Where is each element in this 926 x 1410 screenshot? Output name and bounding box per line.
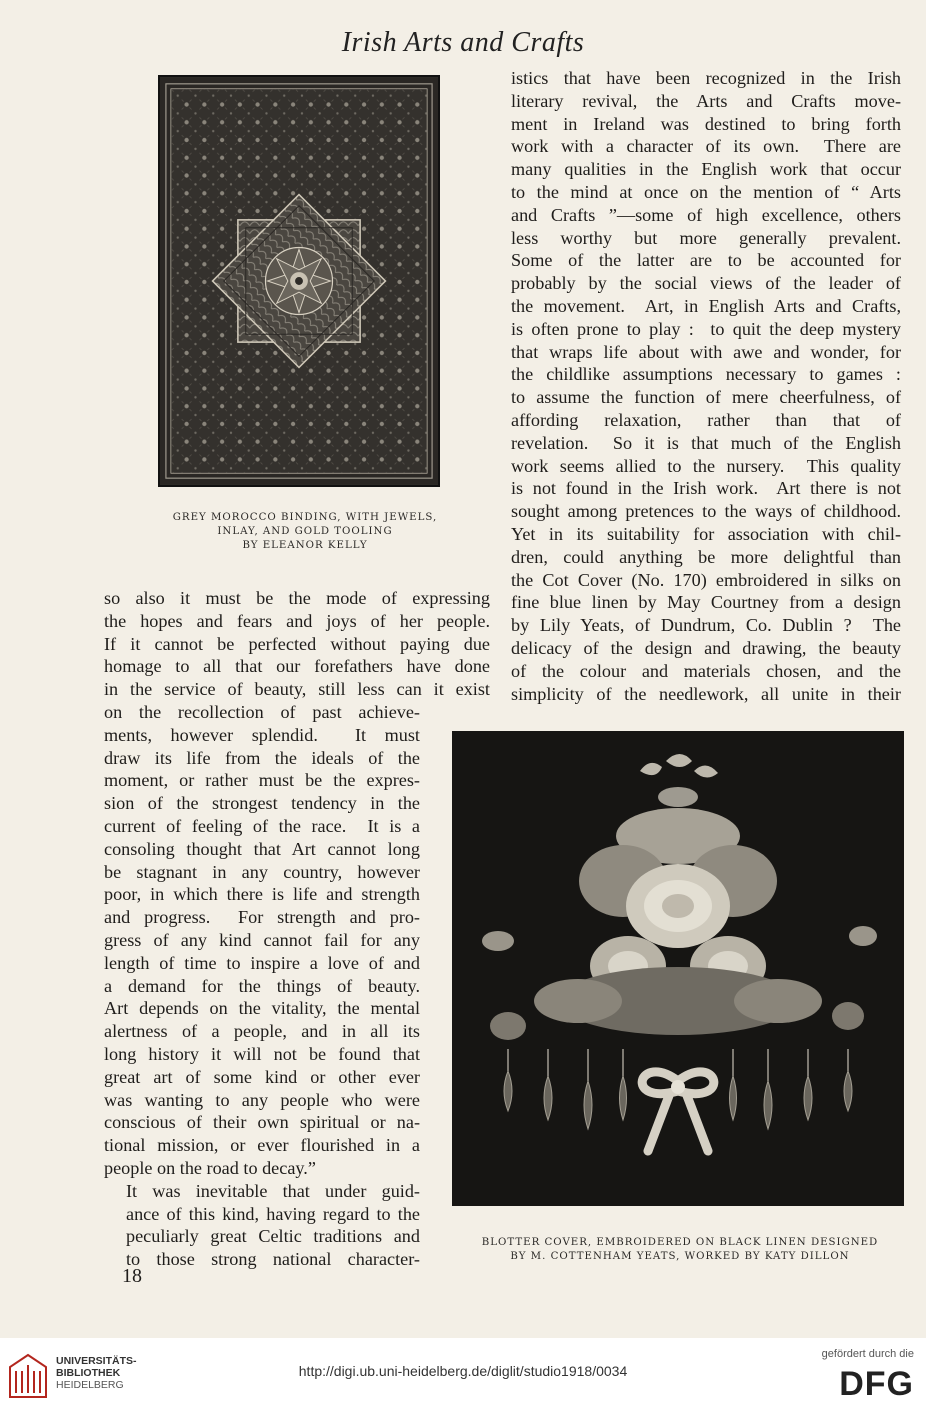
sponsor-text: gefördert durch die xyxy=(821,1348,914,1360)
text-line: revelation. So it is that much of the English xyxy=(511,432,901,453)
text-line: and Crafts ”—some of high excellence, others xyxy=(511,204,901,225)
text-line: great art of some kind or other ever xyxy=(104,1066,420,1087)
library-name-line: HEIDELBERG xyxy=(56,1379,124,1391)
text-line: work seems allied to the nursery. This quality xyxy=(511,455,901,476)
text-line: Some of the latter are to be accounted for xyxy=(511,250,901,271)
right-column-paragraph xyxy=(511,67,901,705)
text-line: current of feeling of the race. It is a xyxy=(104,815,420,836)
text-line: was wanting to any people who were xyxy=(104,1089,420,1110)
text-line: sought among pretences to the ways of childhood. xyxy=(511,501,901,522)
text-line: be stagnant in any country, however xyxy=(104,861,420,882)
text-line: on the recollection of past achieve- xyxy=(104,702,420,722)
text-line: by Lily Yeats, of Dundrum, Co. Dublin ? The xyxy=(511,615,901,636)
book-binding-illustration xyxy=(158,75,440,487)
text-line: the Cot Cover (No. 170) embroidered in silks on xyxy=(511,569,901,590)
text-line: simplicity of the needlework, all unite in their xyxy=(511,683,901,704)
text-line: dren, could anything be more delightful than xyxy=(511,546,901,567)
blotter-caption-line: BLOTTER COVER, EMBROIDERED ON BLACK LINEN DESIGNED xyxy=(481,1237,879,1248)
left-column-text xyxy=(104,587,490,701)
text-line: draw its life from the ideals of the xyxy=(104,747,420,768)
text-line: to assume the function of mere cheerfulness, of xyxy=(511,387,901,408)
text-line: conscious of their own spiritual or na- xyxy=(104,1112,420,1133)
text-line: that wraps life about with awe and wonder, for xyxy=(511,341,901,362)
text-line: is often prone to play : to quit the deep mystery xyxy=(511,318,901,339)
running-head: Irish Arts and Crafts xyxy=(341,27,585,58)
text-line: work with a character of its own. There are xyxy=(511,136,901,157)
text-line: people on the road to decay.” xyxy=(104,1157,316,1178)
text-line: peculiarly great Celtic traditions and xyxy=(126,1226,420,1247)
binding-caption xyxy=(140,511,470,553)
text-line: to those strong national character- xyxy=(126,1249,420,1270)
text-line: sion of the strongest tendency in the xyxy=(104,793,420,814)
blotter-cover-photograph xyxy=(452,731,904,1206)
left-column-paragraph xyxy=(104,587,490,701)
text-line: ance of this kind, having regard to the xyxy=(126,1203,420,1224)
left-column-second-paragraph xyxy=(104,1180,420,1271)
text-line: Yet in its suitability for association with chil- xyxy=(511,523,901,544)
right-column-text xyxy=(511,67,901,705)
left-column-narrow-text xyxy=(104,701,420,1271)
text-line: literary revival, the Arts and Crafts move- xyxy=(511,90,901,111)
text-line: long history it will not be found that xyxy=(104,1043,420,1064)
text-line: of the colour and materials chosen, and the xyxy=(511,660,901,681)
text-line: fine blue linen by May Courtney from a design xyxy=(511,592,901,613)
binding-caption-line: INLAY, AND GOLD TOOLING xyxy=(217,526,393,537)
text-line: alertness of a people, and in all its xyxy=(104,1021,420,1042)
dfg-logo-icon[interactable]: DFG xyxy=(839,1365,914,1403)
text-line: istics that have been recognized in the Irish xyxy=(511,68,901,88)
library-name-line: BIBLIOTHEK xyxy=(56,1367,121,1379)
text-line: homage to all that our forefathers have done xyxy=(104,656,490,677)
text-line: ment in Ireland was destined to bring forth xyxy=(511,113,901,134)
source-url-link[interactable]: http://digi.ub.uni-heidelberg.de/diglit/studio1918/0034 xyxy=(298,1363,628,1379)
page-number: 18 xyxy=(122,1265,142,1287)
binding-caption-line: BY ELEANOR KELLY xyxy=(242,540,368,551)
text-line: so also it must be the mode of expressing xyxy=(104,588,490,608)
library-name-line: UNIVERSITÄTS- xyxy=(56,1355,137,1367)
text-line: length of time to inspire a love of and xyxy=(104,952,420,973)
binding-caption-line: GREY MOROCCO BINDING, WITH JEWELS, xyxy=(172,512,438,523)
left-column-narrow-paragraph xyxy=(104,701,420,1180)
text-line: the movement. Art, in English Arts and Crafts, xyxy=(511,295,901,316)
text-line: the hopes and fears and joys of her people. xyxy=(104,610,490,631)
text-line: If it cannot be perfected without paying due xyxy=(104,633,490,654)
text-line: Art depends on the vitality, the mental xyxy=(104,998,420,1019)
text-line: and progress. For strength and pro- xyxy=(104,907,420,928)
text-line: less worthy but more generally prevalent. xyxy=(511,227,901,248)
blotter-caption xyxy=(449,1236,911,1264)
text-line: in the service of beauty, still less can it exist xyxy=(104,679,490,700)
text-line: ments, however splendid. It must xyxy=(104,724,420,745)
blotter-caption-line: BY M. COTTENHAM YEATS, WORKED BY KATY DILLON xyxy=(510,1251,850,1262)
text-line: poor, in which there is life and strength xyxy=(104,884,420,905)
digitization-footer xyxy=(0,1338,926,1410)
text-line: many qualities in the English work that occur xyxy=(511,159,901,180)
text-line: the childlike assumptions necessary to games : xyxy=(511,364,901,385)
text-line: gress of any kind cannot fail for any xyxy=(104,929,420,950)
text-line: is not found in the Irish work. Art there is not xyxy=(511,478,901,499)
text-line: a demand for the things of beauty. xyxy=(104,975,420,996)
text-line: delicacy of the design and drawing, the beauty xyxy=(511,637,901,658)
text-line: affording relaxation, rather than that of xyxy=(511,409,901,430)
text-line: It was inevitable that under guid- xyxy=(126,1180,420,1201)
text-line: moment, or rather must be the expres- xyxy=(104,770,420,791)
text-line: probably by the social views of the leader of xyxy=(511,273,901,294)
text-line: consoling thought that Art cannot long xyxy=(104,838,420,859)
text-line: tional mission, or ever flourished in a xyxy=(104,1135,420,1156)
text-line: to the mind at once on the mention of “ Arts xyxy=(511,181,901,202)
